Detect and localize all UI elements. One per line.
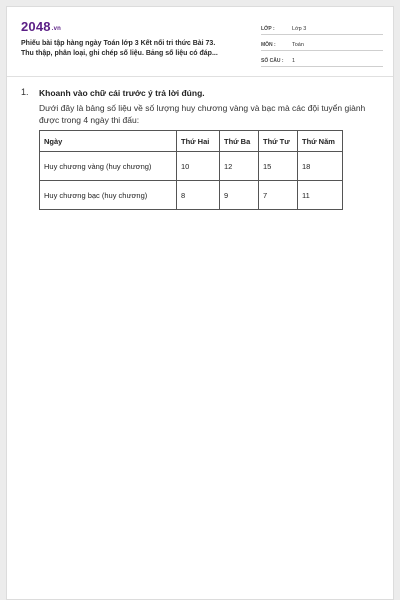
meta-label: MÔN : — [261, 42, 276, 48]
table-cell: Huy chương vàng (huy chương) — [40, 152, 177, 181]
table-row — [40, 152, 343, 181]
worksheet-header — [21, 17, 383, 69]
column-header: Ngày — [40, 131, 177, 152]
table-cell: 7 — [259, 181, 298, 210]
table-cell: Huy chương bạc (huy chương) — [40, 181, 177, 210]
meta-value: 1 — [292, 58, 296, 64]
header-divider — [7, 76, 393, 77]
meta-value: Toán — [292, 42, 304, 48]
meta-label: LỚP : — [261, 26, 275, 32]
table-cell: 18 — [298, 152, 343, 181]
worksheet-title-line-2: Thu thập, phân loại, ghi chép số liệu. Bảng số liệu có đáp... — [21, 50, 218, 57]
meta-value: Lớp 3 — [292, 26, 307, 32]
table-header-row — [40, 131, 343, 152]
table-cell: 15 — [259, 152, 298, 181]
column-header: Thứ Năm — [298, 131, 343, 152]
table-row — [40, 181, 343, 210]
table-cell: 9 — [220, 181, 259, 210]
medal-table — [39, 130, 343, 210]
meta-row-question-count — [261, 53, 383, 67]
column-header: Thứ Ba — [220, 131, 259, 152]
worksheet-title-line-1: Phiếu bài tập hàng ngày Toán lớp 3 Kết nối tri thức Bài 73. — [21, 40, 216, 47]
question-body — [39, 87, 385, 200]
worksheet-title — [21, 39, 249, 59]
question-text: Dưới đây là bảng số liệu về số lượng huy chương vàng và bạc mà các đội tuyển giành được trong 4 ngày thi đấu: — [39, 103, 366, 125]
column-header: Thứ Hai — [177, 131, 220, 152]
meta-row-class — [261, 21, 383, 35]
meta-row-subject — [261, 37, 383, 51]
logo-text: 2048 — [21, 19, 51, 34]
site-logo[interactable] — [21, 19, 61, 34]
column-header: Thứ Tư — [259, 131, 298, 152]
worksheet-page — [6, 6, 394, 600]
question-instruction: Khoanh vào chữ cái trước ý trả lời đúng. — [39, 88, 205, 98]
table-cell: 12 — [220, 152, 259, 181]
meta-label: SỐ CÂU : — [261, 58, 284, 64]
question-number: 1. — [21, 87, 29, 97]
table-cell: 10 — [177, 152, 220, 181]
table-cell: 11 — [298, 181, 343, 210]
table-cell: 8 — [177, 181, 220, 210]
logo-suffix: .vn — [51, 26, 62, 32]
worksheet-meta — [261, 21, 383, 69]
